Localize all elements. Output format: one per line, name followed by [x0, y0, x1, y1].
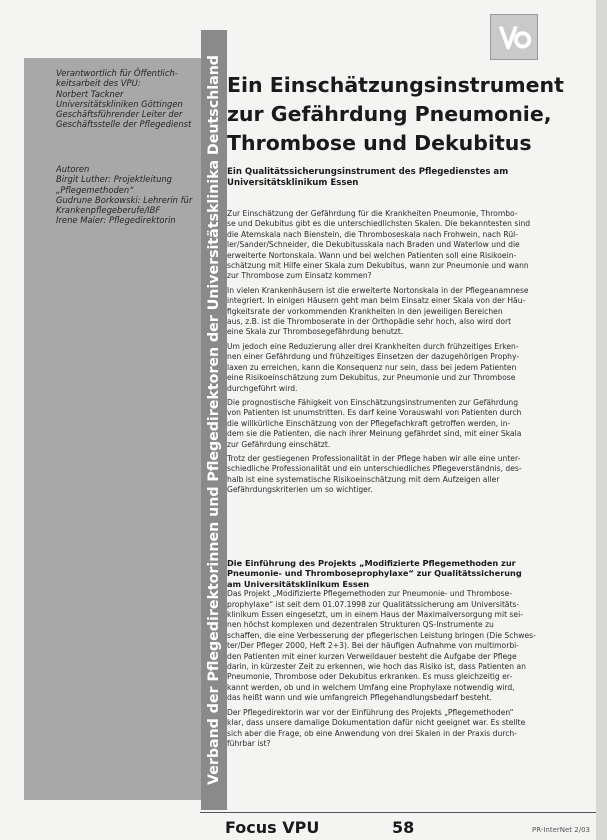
- text-line: se und Dekubitus gibt es die unterschiedlichsten Skalen. Die bekanntesten sind: [227, 219, 531, 229]
- sidebar-line: Irene Maier: Pflegedirektorin: [56, 215, 176, 226]
- text-line: die willkürliche Einschätzung von der Pflegefachkraft getroffen werden, in-: [227, 418, 511, 428]
- article-section: [227, 558, 587, 753]
- text-line: von Patienten ist unumstritten. Es darf keine Vorauswahl von Patienten durch: [227, 408, 522, 418]
- article-body: [227, 209, 587, 500]
- text-line: ter/Der Pfleger 2000, Heft 2+3). Bei der häufigen Aufnahme von multimorbi-: [227, 641, 519, 651]
- sidebar-authors: [56, 164, 193, 226]
- heading-line: Pneumonie- und Thromboseprophylaxe“ zur Qualitätssicherung: [227, 568, 522, 579]
- article-subtitle: [227, 167, 589, 188]
- text-line: Der Pflegedirektorin war vor der Einführung des Projekts „Pflegemethoden“: [227, 707, 514, 717]
- text-line: schätzung mit Hilfe einer Skala zum Dekubitus, wann zur Pneumonie und wann: [227, 261, 529, 271]
- text-line: erweiterte Nortonskala. Wann und bei welchen Patienten soll eine Risikoein-: [227, 250, 517, 260]
- text-line: aus, z.B. ist die Thromboserate in der Orthopädie sehr hoch, also wird dort: [227, 317, 512, 327]
- text-line: führbar ist?: [227, 738, 271, 748]
- text-line: zur Gefährdung einschätzt.: [227, 439, 331, 449]
- text-line: kannt werden, ob und in welchem Umfang eine Prophylaxe notwendig wird,: [227, 682, 515, 692]
- text-line: ler/Sander/Schneider, die Dekubitusskala nach Braden und Waterlow und die: [227, 240, 520, 250]
- text-line: die Atemskala nach Bienstein, die Thromboseskala nach Frohwein, nach Rül-: [227, 229, 519, 239]
- text-line: Die prognostische Fähigkeit von Einschätzungsinstrumenten zur Gefährdung: [227, 397, 519, 407]
- sidebar-line: Gudrune Borkowski: Lehrerin für: [56, 194, 193, 205]
- heading-line: Die Einführung des Projekts „Modifizierte Pflegemethoden zur: [227, 558, 516, 568]
- sidebar-line: Autoren: [56, 164, 90, 174]
- sidebar-line: keitsarbeit des VPU:: [56, 78, 141, 89]
- sidebar-line: Verantwortlich für Öffentlich-: [56, 68, 178, 78]
- paragraph: [227, 286, 587, 338]
- title-line: Thrombose und Dekubitus: [227, 131, 532, 155]
- text-line: darin, in kürzester Zeit zu erkennen, wie hoch das Risiko ist, dass Patienten an: [227, 662, 526, 672]
- text-line: eine Skala zur Thrombosegefährdung benutzt.: [227, 327, 404, 337]
- title-line: Ein Einschätzungsinstrument: [227, 73, 564, 97]
- title-line: zur Gefährdung Pneumonie,: [227, 102, 552, 126]
- text-line: halb ist eine systematische Risikoeinschätzung mit dem Aufzeigen aller: [227, 474, 500, 484]
- paragraph: [227, 708, 587, 750]
- paragraph: [227, 589, 587, 703]
- text-line: nen einer Gefährdung und frühzeitiges Einsetzen der dazugehörigen Prophy-: [227, 352, 520, 362]
- sidebar-line: Geschäftsstelle der Pflegedienst: [56, 119, 192, 130]
- text-line: nen höchst komplexen und dezentralen Strukturen QS-Instrumente zu: [227, 620, 494, 630]
- text-line: figkeitsrate der vorkommenden Krankheiten in den jeweiligen Bereichen: [227, 306, 503, 316]
- text-line: durchgeführt wird.: [227, 383, 298, 393]
- text-line: zur Thrombose zum Einsatz kommen?: [227, 271, 372, 281]
- vertical-banner-text: Verband der Pflegedirektorinnen und Pflegedirektoren der Universitätsklinika Deutschland: [206, 55, 222, 785]
- text-line: schaffen, die eine Verbesserung der pflegerischen Leistung bringen (Die Schwes-: [227, 630, 536, 640]
- sidebar-line: „Pflegemethoden“: [56, 184, 134, 195]
- sidebar-line: Krankenpflegeberufe/IBF: [56, 205, 161, 216]
- paragraph: [227, 454, 587, 496]
- text-line: In vielen Krankenhäusern ist die erweiterte Nortonskala in der Pflegeanamnese: [227, 285, 529, 295]
- text-line: Gefährdungskriterien um so wichtiger.: [227, 485, 373, 495]
- footer-rule: [200, 812, 596, 813]
- paragraph: [227, 398, 587, 450]
- footer-brand: Focus VPU: [225, 818, 320, 837]
- vpu-logo-icon: [490, 14, 538, 60]
- text-line: Um jedoch eine Reduzierung aller drei Krankheiten durch frühzeitiges Erken-: [227, 341, 519, 351]
- page-number: 58: [392, 818, 415, 837]
- text-line: dem sie die Patienten, die nach ihrer Meinung gefährdet sind, mit einer Skala: [227, 429, 522, 439]
- section-heading: [227, 558, 587, 589]
- footer-issue: PR-InterNet 2/03: [532, 826, 590, 834]
- article-title: [227, 71, 589, 158]
- text-line: das heißt wann und wie umfangreich Pflegehandlungsbedarf besteht.: [227, 693, 492, 703]
- text-line: klar, dass unsere damalige Dokumentation dafür nicht geeignet war. Es stellte: [227, 718, 526, 728]
- text-line: laxen zu erreichen, kann die Konsequenz nur sein, dass bei jedem Patienten: [227, 362, 517, 372]
- text-line: Trotz der gestiegenen Professionalität in der Pflege haben wir alle eine unter-: [227, 453, 521, 463]
- text-line: schiedliche Professionalität und ein unterschiedliches Pflegeverständnis, des-: [227, 464, 522, 474]
- text-line: prophylaxe“ ist seit dem 01.07.1998 zur Qualitätssicherung am Universitäts-: [227, 599, 520, 609]
- text-line: Pneumonie, Thrombose oder Dekubitus erkranken. Es muss gleichzeitig er-: [227, 672, 513, 682]
- text-line: sich aber die Frage, ob eine Anwendung von drei Skalen in der Praxis durch-: [227, 728, 517, 738]
- paragraph: [227, 342, 587, 394]
- subtitle-line: Ein Qualitätssicherungsinstrument des Pflegedienstes am: [227, 167, 509, 177]
- sidebar-line: Universitätskliniken Göttingen: [56, 98, 183, 109]
- sidebar-line: Geschäftsführender Leiter der: [56, 109, 183, 120]
- sidebar-line: Norbert Tackner: [56, 88, 124, 99]
- paragraph: [227, 209, 587, 282]
- subtitle-line: Universitätsklinikum Essen: [227, 177, 359, 188]
- text-line: Das Projekt „Modifizierte Pflegemethoden zur Pneumonie- und Thrombose-: [227, 589, 513, 599]
- heading-line: am Universitätsklinikum Essen: [227, 578, 370, 589]
- text-line: eine Risikoeinschätzung zum Dekubitus, zur Pneumonie und zur Thrombose: [227, 373, 516, 383]
- text-line: integriert. In einigen Häusern geht man beim Einsatz einer Skala von der Häu-: [227, 296, 526, 306]
- sidebar-line: Birgit Luther: Projektleitung: [56, 174, 173, 185]
- page-edge-shadow: [596, 0, 607, 840]
- sidebar-responsible: [56, 68, 192, 130]
- text-line: Zur Einschätzung der Gefährdung für die Krankheiten Pneumonie, Thrombo-: [227, 209, 518, 218]
- text-line: den Patienten mit einer kurzen Verweildauer besteht die Aufgabe der Pflege: [227, 651, 517, 661]
- text-line: klinikum Essen eingesetzt, um in einem Haus der Maximalversorgung mit sei-: [227, 610, 523, 620]
